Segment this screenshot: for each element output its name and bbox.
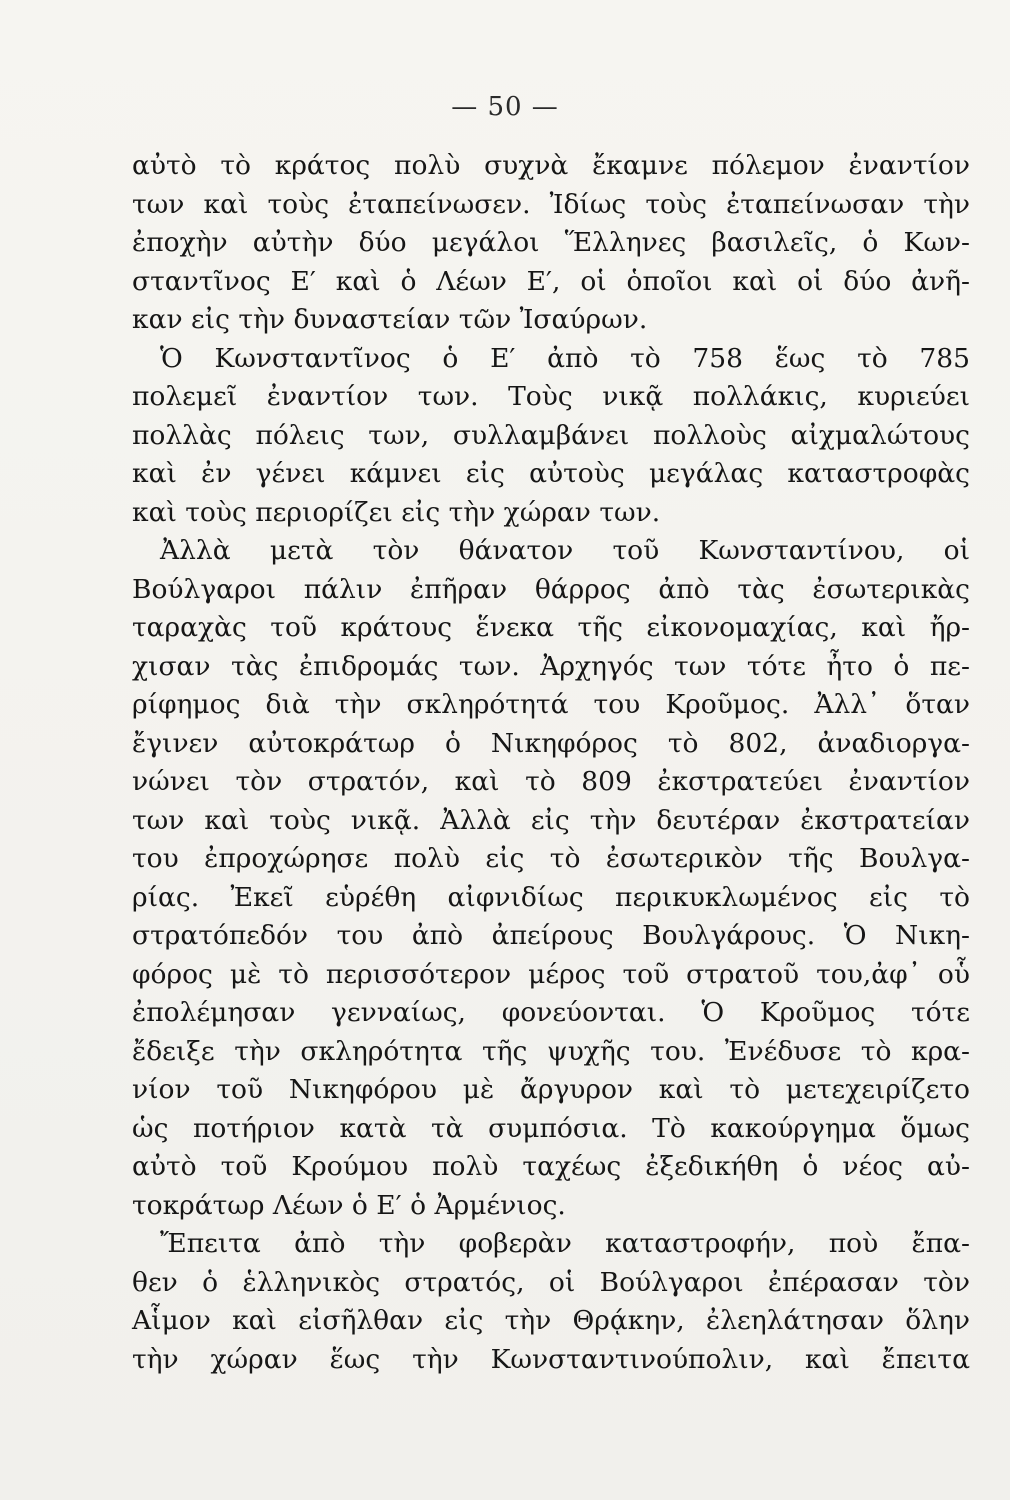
text-line: καν εἰς τὴν δυναστείαν τῶν Ἰσαύρων.: [132, 304, 648, 335]
text-line: ὡς ποτήριον κατὰ τὰ συμπόσια. Τὸ κακούργημα ὅμως: [132, 1112, 970, 1144]
text-line: Ἔπειτα ἀπὸ τὴν φοβερὰν καταστροφήν, ποὺ ἔπα-: [160, 1228, 970, 1259]
text-line: των καὶ τοὺς ἐταπείνωσεν. Ἰδίως τοὺς ἐταπείνωσαν τὴν: [132, 188, 970, 220]
text-line: νώνει τὸν στρατόν, καὶ τὸ 809 ἐκστρατεύει ἐναντίον: [132, 766, 970, 797]
text-line: ἔδειξε τὴν σκληρότητα τῆς ψυχῆς του. Ἐνέδυσε τὸ κρα-: [132, 1035, 970, 1067]
text-line: Ἀλλὰ μετὰ τὸν θάνατον τοῦ Κωνσταντίνου, οἱ: [160, 535, 970, 566]
text-line: ἐποχὴν αὐτὴν δύο μεγάλοι Ἕλληνες βασιλεῖς, ὁ Κων-: [132, 227, 970, 258]
text-line: ταραχὰς τοῦ κράτους ἕνεκα τῆς εἰκονομαχίας, καὶ ἤρ-: [132, 612, 970, 643]
text-line: πολεμεῖ ἐναντίον των. Τοὺς νικᾷ πολλάκις, κυριεύει: [132, 381, 970, 412]
text-line: ἐπολέμησαν γενναίως, φονεύονται. Ὁ Κροῦμος τότε: [132, 997, 970, 1028]
text-line: Αἷμον καὶ εἰσῆλθαν εἰς τὴν Θρᾴκην, ἐλεηλάτησαν ὅλην: [132, 1305, 970, 1336]
text-line: σταντῖνος Ε′ καὶ ὁ Λέων Ε′, οἱ ὁποῖοι καὶ οἱ δύο ἀνῆ-: [132, 265, 970, 297]
text-line: ρίας. Ἐκεῖ εὑρέθη αἰφνιδίως περικυκλωμένος εἰς τὸ: [132, 881, 970, 913]
text-line: ρίφημος διὰ τὴν σκληρότητά του Κροῦμος. Ἀλλ᾽ ὅταν: [132, 689, 970, 720]
text-line: πολλὰς πόλεις των, συλλαμβάνει πολλοὺς αἰχμαλώτους: [132, 419, 970, 451]
text-line: φόρος μὲ τὸ περισσότερον μέρος τοῦ στρατοῦ του,ἀφ᾽ οὗ: [132, 958, 970, 990]
text-line: αὐτὸ τοῦ Κρούμου πολὺ ταχέως ἐξεδικήθη ὁ νέος αὐ-: [132, 1151, 970, 1182]
text-line: Βούλγαροι πάλιν ἐπῆραν θάρρος ἀπὸ τὰς ἐσωτερικὰς: [132, 573, 970, 605]
text-line: χισαν τὰς ἐπιδρομάς των. Ἀρχηγός των τότε ἦτο ὁ πε-: [132, 650, 970, 682]
text-line: ἔγινεν αὐτοκράτωρ ὁ Νικηφόρος τὸ 802, ἀναδιοργα-: [132, 727, 970, 759]
text-line: τὴν χώραν ἕως τὴν Κωνσταντινούπολιν, καὶ ἔπειτα: [132, 1343, 970, 1375]
text-line: του ἐπροχώρησε πολὺ εἰς τὸ ἐσωτερικὸν τῆς Βουλγα-: [132, 843, 970, 874]
text-line: νίον τοῦ Νικηφόρου μὲ ἄργυρον καὶ τὸ μετεχειρίζετο: [132, 1074, 970, 1105]
text-line: Ὁ Κωνσταντῖνος ὁ Ε′ ἀπὸ τὸ 758 ἕως τὸ 785: [160, 342, 970, 374]
text-line: θεν ὁ ἑλληνικὸς στρατός, οἱ Βούλγαροι ἐπέρασαν τὸν: [132, 1266, 970, 1298]
text-line: καὶ ἐν γένει κάμνει εἰς αὐτοὺς μεγάλας καταστροφὰς: [132, 458, 970, 489]
text-line: στρατόπεδόν του ἀπὸ ἀπείρους Βουλγάρους. Ὁ Νικη-: [132, 920, 970, 951]
text-line: των καὶ τοὺς νικᾷ. Ἀλλὰ εἰς τὴν δευτέραν ἐκστρατείαν: [132, 804, 970, 836]
page-number: — 50 —: [451, 92, 559, 122]
body-text: [132, 147, 970, 1379]
text-line: αὐτὸ τὸ κράτος πολὺ συχνὰ ἔκαμνε πόλεμον ἐναντίον: [132, 150, 970, 181]
text-line: τοκράτωρ Λέων ὁ Ε′ ὁ Ἀρμένιος.: [132, 1189, 566, 1221]
text-line: καὶ τοὺς περιορίζει εἰς τὴν χώραν των.: [132, 496, 661, 528]
